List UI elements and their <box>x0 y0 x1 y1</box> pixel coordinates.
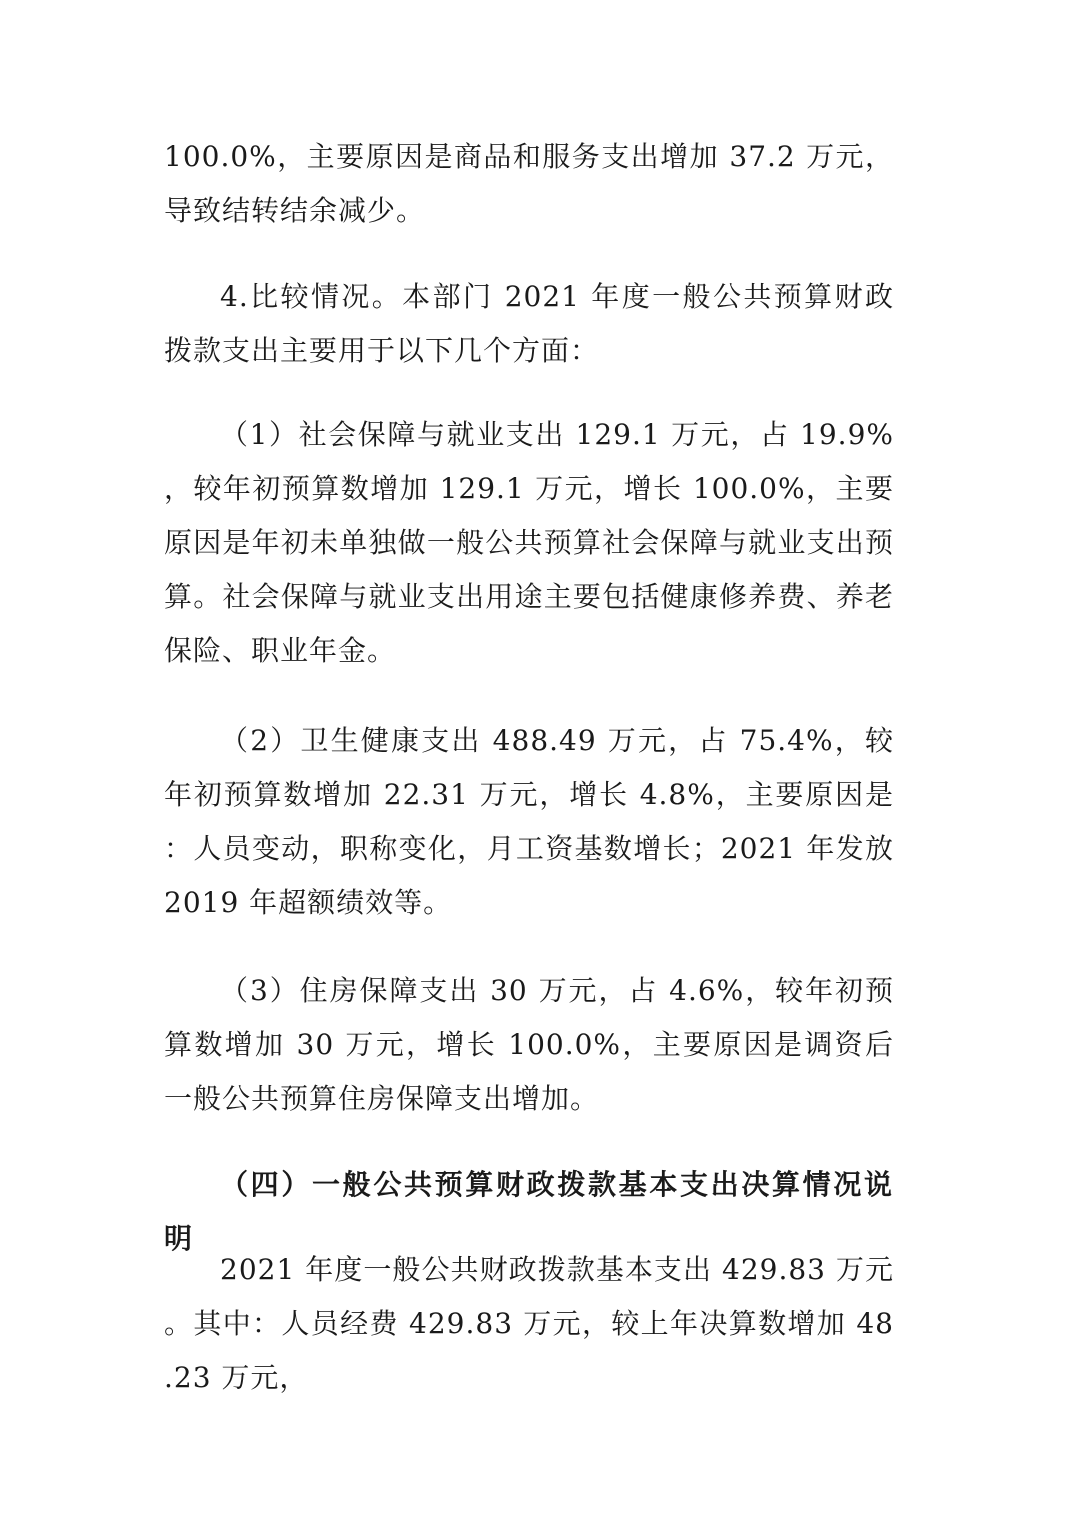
paragraph-social-security: （1）社会保障与就业支出 129.1 万元，占 19.9%，较年初预算数增加 129.1 万元，增长 100.0%，主要原因是年初未单独做一般公共预算社会保障与就业支出预算。社会保障与就业支出用途主要包括健康修养费、养老保险、职业年金。 <box>164 418 894 667</box>
paragraph-health: （2）卫生健康支出 488.49 万元，占 75.4%，较年初预算数增加 22.31 万元，增长 4.8%，主要原因是：人员变动，职称变化，月工资基数增长；2021 年发放 2019 年超额绩效等。 <box>164 724 894 919</box>
paragraph-continuation: 100.0%，主要原因是商品和服务支出增加 37.2 万元，导致结转结余减少。 <box>164 140 894 227</box>
paragraph-basic-expenditure: 2021 年度一般公共财政拨款基本支出 429.83 万元。其中：人员经费 429.83 万元，较上年决算数增加 48.23 万元， <box>164 1253 894 1394</box>
section-heading: （四）一般公共预算财政拨款基本支出决算情况说明 <box>164 1168 894 1255</box>
paragraph-housing: （3）住房保障支出 30 万元，占 4.6%，较年初预算数增加 30 万元，增长 100.0%，主要原因是调资后一般公共预算住房保障支出增加。 <box>164 974 894 1115</box>
paragraph-comparison: 4.比较情况。本部门 2021 年度一般公共预算财政拨款支出主要用于以下几个方面： <box>164 280 894 367</box>
